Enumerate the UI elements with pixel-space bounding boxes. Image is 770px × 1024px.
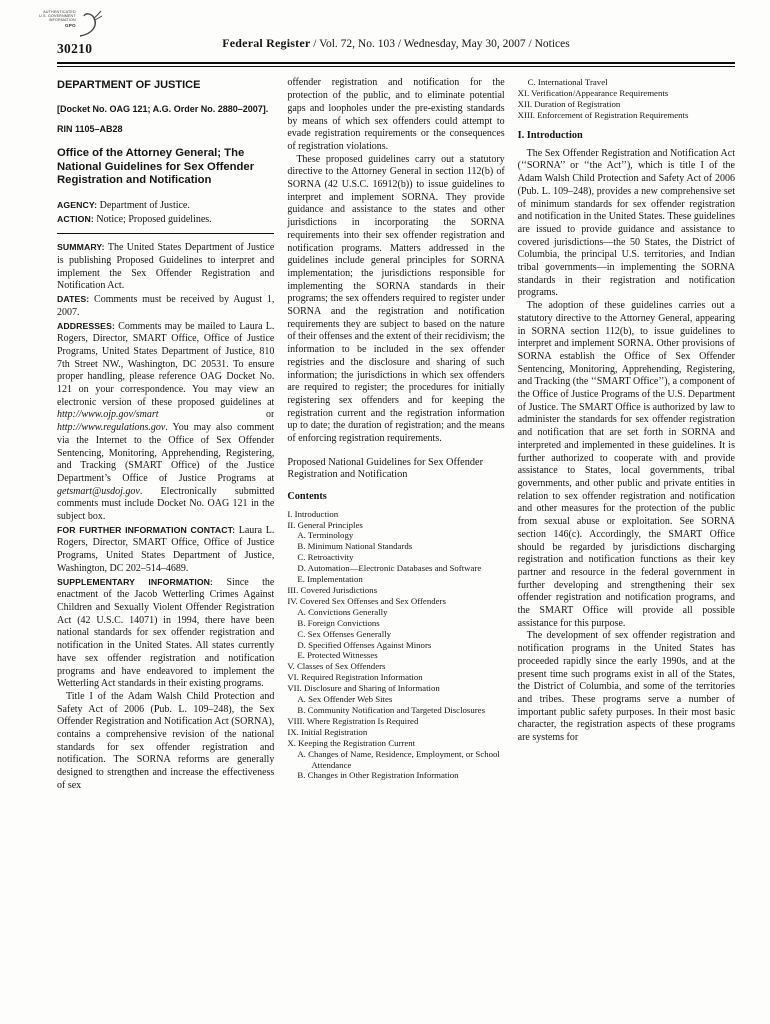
toc-item: A. Convictions Generally: [297, 606, 388, 617]
body-paragraph: The Sex Offender Registration and Notification Act (‘‘SORNA’’ or ‘‘the Act’’), which is title I of the Adam Walsh Child Protection and Safety Act of 2006 (Pub. L. 109–248), provides a new comprehensive set of minimum standards for sex offender registration and notification in the United States. These guidelines are issued to provide guidance and assistance to covered jurisdictions—the 50 States, the District of Columbia, the principal U.S. territories, and Indian tribal governments—in implementing the SORNA standards in their registration and notification programs.: [517, 147, 735, 299]
introduction-heading: I. Introduction: [517, 130, 583, 142]
masthead: [57, 8, 735, 58]
dates-label: DATES:: [57, 294, 90, 305]
toc-item: B. Community Notification and Targeted Disclosures: [297, 704, 486, 715]
gpo-logo-line: AUTHENTICATED: [43, 10, 76, 14]
gpo-logo-line: U.S. GOVERNMENT: [39, 14, 76, 19]
supplementary-paragraph: [57, 576, 274, 691]
further-info-label: FOR FURTHER INFORMATION CONTACT:: [57, 524, 236, 535]
dates-paragraph: [57, 293, 274, 319]
toc-item: X. Keeping the Registration Current: [287, 737, 416, 748]
toc-item: XII. Duration of Registration: [517, 99, 621, 110]
contents-heading: Contents: [287, 490, 327, 502]
column-right: [518, 77, 735, 1024]
summary-paragraph: [57, 241, 274, 293]
article-columns: [57, 77, 735, 1024]
toc-item: C. Sex Offenses Generally: [297, 628, 391, 639]
agency-heading: DEPARTMENT OF JUSTICE: [57, 79, 201, 92]
body-paragraph: offender registration and notification for the protection of the public, and to eliminate potential gaps and loopholes under the pre-existing standards by means of which sex offenders could attempt to evade registration requirements or the consequences of registration violations.: [287, 77, 505, 152]
toc-item: VII. Disclosure and Sharing of Information: [287, 683, 440, 694]
body-paragraph: The adoption of these guidelines carries out a statutory directive to the Attorney General, appearing in SORNA section 112(b), to issue guidelines to interpret and implement SORNA. Other provisions of SORNA establish the Office of Sex Offender Sentencing, Monitoring, Apprehending, Registering, and Tracking (the ‘‘SMART Office’’), a component of the Office of Justice Programs of the U.S. Department of Justice. The SMART Office is authorized by law to administer the standards for sex offender registration and notification that are set forth in SORNA and interpreted and implemented in these guidelines. It is further authorized to cooperate with and provide assistance to States, local governments, tribal governments, and other public and private entities in relation to sex offender registration and notification and other measures for the protection of the public from sexual abuse or exploitation. See SORNA section 146(c). Accordingly, the SMART Office should be regarded by jurisdictions discharging registration and notification functions as their key partner and resource in the federal government in further developing and strengthening their sex offender registration and notification programs, and the SMART Office will provide all possible assistance for this purpose.: [517, 300, 735, 629]
column-left: [57, 77, 274, 1024]
toc-item: VI. Required Registration Information: [287, 672, 423, 683]
addresses-text-3: . You may also comment via the Internet to the Office of Sex Offender Sentencing, Monitoring, Apprehending, Registering, and Tracking (SMART Office) of the Justice Department’s Office of Justice Programs at: [57, 422, 275, 484]
toc-item: V. Classes of Sex Offenders: [287, 661, 386, 672]
dates-text: Comments must be received by August 1, 2007.: [57, 294, 275, 318]
getsmart-email: getsmart@usdoj.gov: [57, 485, 140, 497]
page-header: [39, 8, 735, 67]
journal-title: Federal Register: [222, 36, 311, 50]
action-value: Notice; Proposed guidelines.: [93, 213, 212, 225]
toc-item: B. Changes in Other Registration Information: [297, 770, 459, 781]
gpo-logo-line: INFORMATION: [48, 18, 76, 23]
agency-label: AGENCY:: [57, 199, 98, 210]
toc-item: E. Protected Witnesses: [297, 650, 378, 661]
agency-paragraph: [57, 199, 274, 213]
toc-item: C. Retroactivity: [297, 552, 354, 563]
addresses-paragraph: [57, 320, 274, 524]
addresses-label: ADDRESSES:: [57, 320, 115, 331]
toc-item: D. Automation—Electronic Databases and Software: [297, 563, 482, 574]
journal-title-line: [57, 36, 735, 51]
further-info-paragraph: [57, 524, 274, 576]
table-of-contents: [287, 509, 504, 782]
body-paragraph: The development of sex offender registration and notification programs in the United States has proceeded rapidly since the early 1990s, and at the present time such programs exist in all of the States, the District of Columbia, and some of the territories and tribes. These programs serve a number of important public safety purposes. In their most basic character, the registration aspects of these programs are systems for: [517, 630, 735, 744]
addresses-text-1: Comments may be mailed to Laura L. Rogers, Director, SMART Office, Office of Justice Programs, United States Department of Justice, 810 7th Street NW., Washington, DC 20531. To ensure proper handling, please reference OAG Docket No. 121 on your correspondence. You may view an electronic version of these proposed guidelines at: [57, 320, 275, 408]
ojp-smart-url: http://www.ojp.gov/smart: [57, 409, 159, 421]
toc-item: I. Introduction: [287, 508, 339, 519]
docket-line: [Docket No. OAG 121; A.G. Order No. 2880–2007].: [57, 104, 269, 115]
toc-item: E. Implementation: [297, 574, 363, 585]
gpo-logo-line: GPO: [64, 22, 76, 28]
action-paragraph: [57, 213, 274, 227]
guidelines-subheading: Proposed National Guidelines for Sex Offender Registration and Notification: [287, 456, 484, 481]
addresses-text-2: or: [158, 409, 275, 421]
table-of-contents-continued: [518, 77, 735, 121]
section-divider-rule: [57, 233, 274, 234]
addresses-text-4: . Electronically submitted comments must include Docket No. OAG 121 in the subject box.: [57, 485, 275, 523]
toc-item: XI. Verification/Appearance Requirements: [517, 88, 669, 99]
toc-item: D. Specified Offenses Against Minors: [297, 639, 432, 650]
toc-item: A. Changes of Name, Residence, Employment, or School Attendance: [297, 748, 500, 770]
journal-issue-info: / Vol. 72, No. 103 / Wednesday, May 30, 2007 / Notices: [310, 38, 570, 50]
header-rule: [57, 62, 735, 67]
toc-item: XIII. Enforcement of Registration Requirements: [517, 110, 689, 121]
toc-item: A. Terminology: [297, 530, 354, 541]
summary-text: The United States Department of Justice is publishing Proposed Guidelines to interpret and implement the Sex Offender Registration and Notification Act.: [57, 242, 275, 292]
agency-value: Department of Justice.: [97, 199, 190, 211]
toc-item: B. Foreign Convictions: [297, 617, 380, 628]
action-label: ACTION:: [57, 213, 94, 224]
page-number: 30210: [57, 41, 93, 56]
summary-label: SUMMARY:: [57, 242, 105, 253]
regulations-gov-url: http://www.regulations.gov: [57, 422, 166, 434]
document-title: Office of the Attorney General; The National Guidelines for Sex Offender Registration and Notification: [57, 147, 255, 187]
toc-item: II. General Principles: [287, 519, 363, 530]
toc-item: III. Covered Jurisdictions: [287, 585, 377, 596]
body-paragraph: Title I of the Adam Walsh Child Protection and Safety Act of 2006 (Pub. L. 109–248), the Sex Offender Registration and Notification Act (SORNA), contains a comprehensive revision of the national standards for sex offender registration and notification. The SORNA reforms are generally designed to strengthen and increase the effectiveness of sex: [57, 690, 275, 791]
column-middle: [287, 77, 504, 1024]
rin-line: RIN 1105–AB28: [57, 124, 123, 135]
further-info-text: Laura L. Rogers, Director, SMART Office, Office of Justice Programs, United States Department of Justice, Washington, DC 202–514–4689.: [57, 524, 275, 574]
toc-item: C. International Travel: [527, 77, 608, 88]
toc-item: IV. Covered Sex Offenses and Sex Offenders: [287, 595, 446, 606]
toc-item: B. Minimum National Standards: [297, 541, 413, 552]
toc-item: A. Sex Offender Web Sites: [297, 694, 393, 705]
supplementary-text: Since the enactment of the Jacob Wetterling Crimes Against Children and Sexually Violent Offender Registration Act (42 U.S.C. 14071) in 1994, there have been national standards for sex offender registration and notification in the United States. All states currently have sex offender registration and notification programs and have endeavored to implement the Wetterling Act standards in their existing programs.: [57, 576, 275, 690]
toc-item: IX. Initial Registration: [287, 726, 368, 737]
supplementary-label: SUPPLEMENTARY INFORMATION:: [57, 576, 214, 587]
toc-item: VIII. Where Registration Is Required: [287, 715, 419, 726]
body-paragraph: These proposed guidelines carry out a statutory directive to the Attorney General in section 112(b) of SORNA (42 U.S.C. 16912(b)) to issue guidelines to interpret and implement SORNA. They provide guidance and assistance to the states and other jurisdictions in incorporating the SORNA requirements into their sex offender registration and notification programs. Matters addressed in the guidelines include general principles for SORNA implementation; the jurisdictions responsible for implementing the SORNA standards in their programs; the sex offenders required to register under SORNA and the registration and notification requirements they are subject to based on the nature of their offenses and the extent of their recidivism; the information to be included in the sex offender registries and the disclosure and sharing of such information; the jurisdictions in which sex offenders are required to register; the procedures for initially registering sex offenders and for keeping the registration current and the registration information up to date; the duration of registration; and the means of enforcing registration requirements.: [287, 153, 505, 445]
